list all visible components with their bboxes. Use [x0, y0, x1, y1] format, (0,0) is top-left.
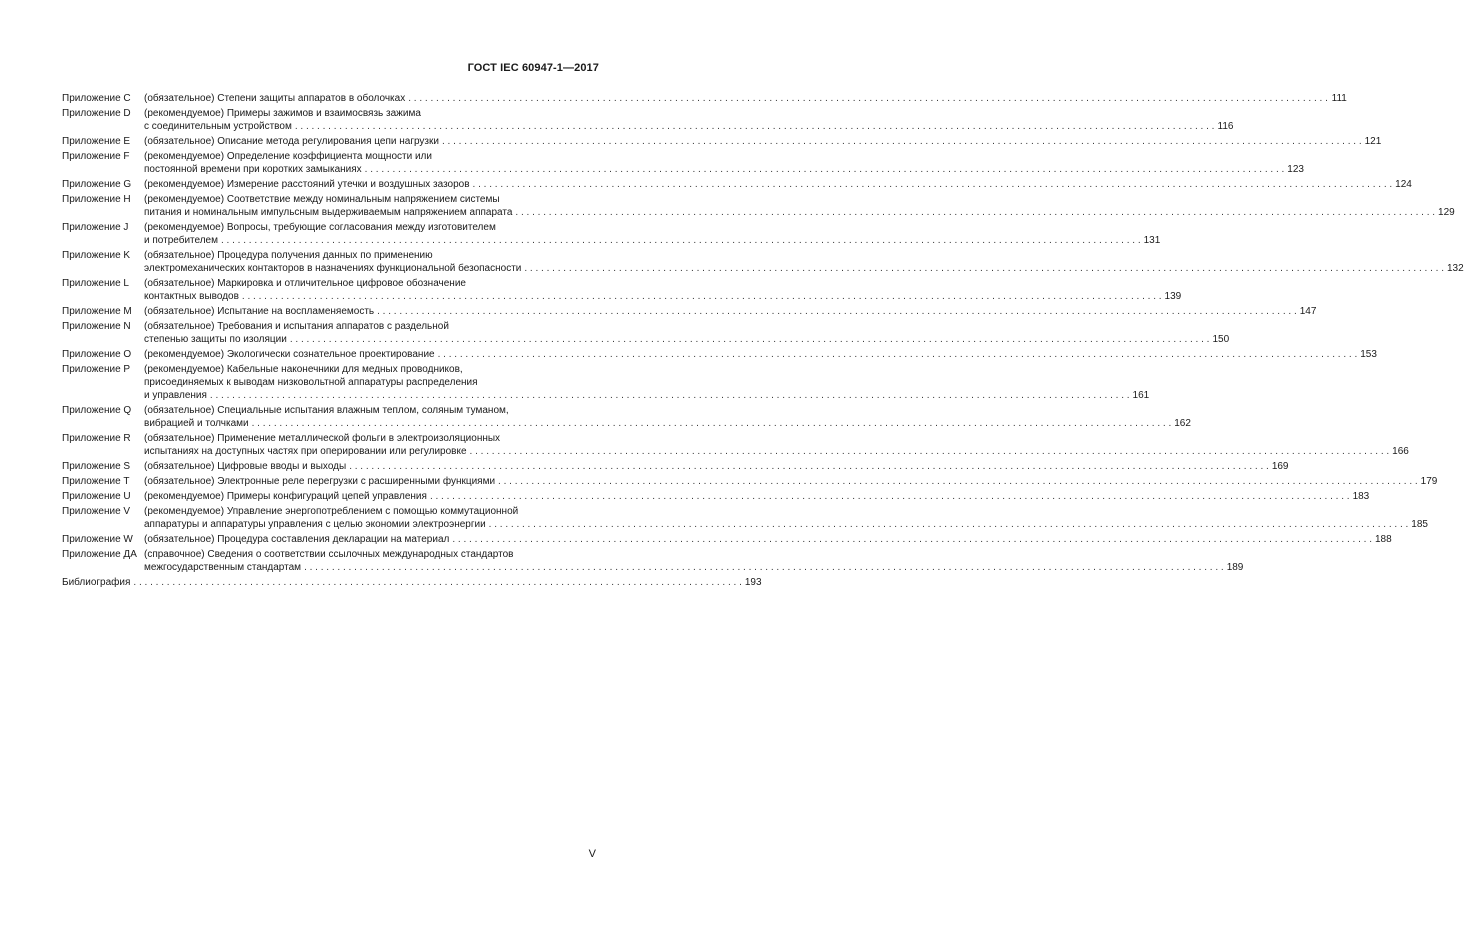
toc-entry-title [144, 178, 1412, 191]
dot-leader [133, 576, 741, 589]
toc-entry[interactable] [62, 432, 1409, 458]
toc-entry-title-line: с соединительным устройством [144, 121, 292, 132]
toc-entry-label: Приложение L [62, 278, 129, 289]
toc-entry-title-line: контактных выводов [144, 291, 239, 302]
dot-leader [489, 518, 1409, 531]
toc-entry[interactable] [62, 305, 1317, 318]
dot-leader [442, 135, 1362, 148]
toc-entry-title [144, 363, 1149, 402]
toc-entry-title-line: электромеханических контакторов в назначениях функциональной безопасности [144, 263, 522, 274]
toc-entry-title-line: (справочное) Сведения о соответствии ссылочных международных стандартов [144, 549, 514, 560]
toc-entry-title-line: постоянной времени при коротких замыканиях [144, 164, 362, 175]
toc-entry-page: 150 [1212, 334, 1230, 345]
dot-leader [349, 460, 1269, 473]
toc-entry-page: 185 [1411, 519, 1428, 530]
dot-leader [252, 417, 1172, 430]
dot-leader [438, 348, 1358, 361]
dot-leader [430, 490, 1350, 503]
toc-entry-label: Приложение С [62, 93, 131, 104]
toc-entry-page: 183 [1352, 491, 1370, 502]
toc-entry-title-line: (обязательное) Требования и испытания аппаратов с раздельной [144, 321, 449, 332]
toc-entry-title-line: испытаниях на доступных частях при оперировании или регулировке [144, 446, 467, 457]
dot-leader [515, 206, 1435, 219]
toc-entry-title [144, 460, 1289, 473]
toc-entry-title [144, 92, 1347, 105]
toc-entry-title-line: аппаратуры и аппаратуры управления с целью экономии электроэнергии [144, 519, 486, 530]
toc-entry-label: Приложение K [62, 250, 131, 261]
toc-entry-title-line: (обязательное) Специальные испытания влажным теплом, соляным туманом, [144, 405, 509, 416]
toc-entry-title-line: степенью защиты по изоляции [144, 334, 287, 345]
toc-entry-title-line: (рекомендуемое) Вопросы, требующие согласования между изготовителем [144, 222, 496, 233]
toc-entry-title [144, 533, 1392, 546]
toc-entry[interactable] [62, 475, 1438, 488]
toc-entry-title [144, 277, 1181, 303]
toc-entry-title-line: (обязательное) Степени защиты аппаратов в оболочках [144, 93, 406, 104]
toc-entry-label: Приложение G [62, 179, 132, 190]
dot-leader [408, 92, 1328, 105]
toc-entry-label: Приложение F [62, 151, 130, 162]
toc-entry-title-line: (обязательное) Описание метода регулирования цепи нагрузки [144, 136, 439, 147]
toc-entry-title-line: (обязательное) Процедура получения данных по применению [144, 250, 433, 261]
toc-entry-title [144, 432, 1409, 458]
toc-entry-label: Приложение T [62, 476, 130, 487]
toc-entry-page: 121 [1364, 136, 1382, 147]
dot-leader [210, 389, 1130, 402]
toc-entry[interactable] [62, 505, 1428, 531]
table-of-contents [62, 92, 1464, 589]
toc-entry-page: 169 [1271, 461, 1289, 472]
toc-entry-title [144, 404, 1191, 430]
dot-leader [452, 533, 1372, 546]
toc-entry-page: 123 [1287, 164, 1304, 175]
toc-entry-title-line: (рекомендуемое) Измерение расстояний утечки и воздушных зазоров [144, 179, 470, 190]
toc-entry-label: Приложение O [62, 349, 132, 360]
dot-leader [242, 290, 1162, 303]
toc-entry[interactable] [62, 490, 1370, 503]
toc-bibliography[interactable] [62, 576, 762, 589]
dot-leader [290, 333, 1210, 346]
toc-entry-title [144, 107, 1233, 133]
toc-entry-title-line: (обязательное) Цифровые вводы и выходы [144, 461, 347, 472]
toc-entry-title-line: и управления [144, 390, 207, 401]
toc-entry[interactable] [62, 363, 1150, 402]
toc-entry-title-line: питания и номинальным импульсным выдерживаемым напряжением аппарата [144, 207, 513, 218]
toc-entry-title [144, 135, 1381, 148]
dot-leader [295, 120, 1215, 133]
toc-entry-page: 132 [1446, 263, 1464, 274]
toc-entry-title [144, 193, 1455, 219]
toc-entry[interactable] [62, 178, 1412, 191]
toc-entry-label: Приложение V [62, 506, 131, 517]
dot-leader [470, 445, 1390, 458]
bibliography-label: Библиография [62, 577, 131, 588]
toc-entry-label: Приложение R [62, 433, 131, 444]
toc-entry-page: 153 [1360, 349, 1377, 360]
toc-entry-title-line: (обязательное) Маркировка и отличительное цифровое обозначение [144, 278, 466, 289]
toc-entry-title [144, 490, 1369, 503]
toc-entry-title-line: (обязательное) Применение металлической фольги в электроизоляционных [144, 433, 501, 444]
toc-entry-page: 131 [1143, 235, 1161, 246]
toc-entry-page: 189 [1226, 562, 1244, 573]
page-number: V [588, 848, 596, 860]
toc-entry-title-line: (рекомендуемое) Примеры зажимов и взаимосвязь зажима [144, 108, 421, 119]
toc-entry[interactable] [62, 348, 1377, 361]
toc-entry-page: 111 [1331, 93, 1347, 104]
toc-entry-title [144, 505, 1428, 531]
toc-entry-title-line: (обязательное) Процедура составления декларации на материал [144, 534, 450, 545]
toc-entry-label: Приложение W [62, 534, 133, 545]
toc-entry-label: Приложение U [62, 491, 131, 502]
toc-entry[interactable] [62, 548, 1244, 574]
toc-entry-title [144, 348, 1377, 361]
toc-entry-title-line: вибрацией и толчками [144, 418, 249, 429]
toc-entry-title [144, 475, 1437, 488]
toc-entry-page: 139 [1164, 291, 1182, 302]
toc-entry-label: Приложение ДА [62, 549, 137, 560]
toc-entry-title [144, 320, 1229, 346]
toc-entry-label: Приложение M [62, 306, 132, 317]
toc-entry-title [144, 249, 1464, 275]
toc-entry[interactable] [62, 221, 1161, 247]
toc-entry-title [144, 548, 1243, 574]
toc-entry-title-line: (рекомендуемое) Примеры конфигураций цепей управления [144, 491, 427, 502]
toc-entry-label: Приложение H [62, 194, 131, 205]
toc-entry-title-line: межгосударственным стандартам [144, 562, 302, 573]
dot-leader [473, 178, 1393, 191]
toc-entry-title-line: (рекомендуемое) Кабельные наконечники для медных проводников, [144, 364, 463, 375]
toc-entry-label: Приложение E [62, 136, 131, 147]
toc-entry[interactable] [62, 320, 1230, 346]
toc-entry-label: Приложение S [62, 461, 131, 472]
dot-leader [377, 305, 1297, 318]
toc-entry-page: 188 [1374, 534, 1392, 545]
document-standard-header: ГОСТ IEC 60947-1—2017 [467, 62, 599, 74]
toc-entry[interactable] [62, 107, 1234, 133]
toc-entry-title-line: (рекомендуемое) Соответствие между номинальным напряжением системы [144, 194, 500, 205]
toc-entry-title-line: (рекомендуемое) Определение коэффициента мощности или [144, 151, 432, 162]
toc-entry-page: 116 [1217, 121, 1234, 132]
toc-entry-title-line: присоединяемых к выводам низковольтной аппаратуры распределения [144, 377, 478, 388]
toc-entry-label: Приложение D [62, 108, 131, 119]
toc-entry-page: 147 [1299, 306, 1317, 317]
toc-entry-title-line: (рекомендуемое) Управление энергопотреблением с помощью коммутационной [144, 506, 519, 517]
toc-entry-label: Приложение Q [62, 405, 132, 416]
toc-entry-label: Приложение P [62, 364, 131, 375]
dot-leader [365, 163, 1285, 176]
toc-entry[interactable] [62, 460, 1289, 473]
dot-leader [221, 234, 1141, 247]
dot-leader [304, 561, 1224, 574]
bibliography-page: 193 [744, 577, 762, 588]
toc-entry-page: 179 [1420, 476, 1438, 487]
toc-entry-title [144, 221, 1160, 247]
toc-entry[interactable] [62, 533, 1392, 546]
toc-entry-page: 129 [1438, 207, 1455, 218]
toc-entry[interactable] [62, 92, 1347, 105]
toc-entry[interactable] [62, 249, 1464, 275]
toc-entry-label: Приложение J [62, 222, 129, 233]
toc-entry-title [144, 150, 1304, 176]
toc-entry[interactable] [62, 135, 1382, 148]
toc-entry[interactable] [62, 404, 1191, 430]
toc-entry-title-line: (обязательное) Испытание на воспламеняемость [144, 306, 375, 317]
toc-entry-page: 124 [1395, 179, 1412, 190]
toc-entry-page: 161 [1132, 390, 1150, 401]
toc-entry-page: 166 [1392, 446, 1409, 457]
dot-leader [498, 475, 1418, 488]
toc-entry-title-line: (рекомендуемое) Экологически сознательное проектирование [144, 349, 435, 360]
toc-entry-page: 162 [1174, 418, 1191, 429]
toc-entry[interactable] [62, 277, 1182, 303]
toc-entry-label: Приложение N [62, 321, 131, 332]
toc-entry-title-line: (обязательное) Электронные реле перегрузки с расширенными функциями [144, 476, 496, 487]
toc-entry[interactable] [62, 193, 1455, 219]
dot-leader [524, 262, 1444, 275]
toc-entry-title [144, 305, 1316, 318]
toc-entry-title-line: и потребителем [144, 235, 218, 246]
toc-entry[interactable] [62, 150, 1304, 176]
